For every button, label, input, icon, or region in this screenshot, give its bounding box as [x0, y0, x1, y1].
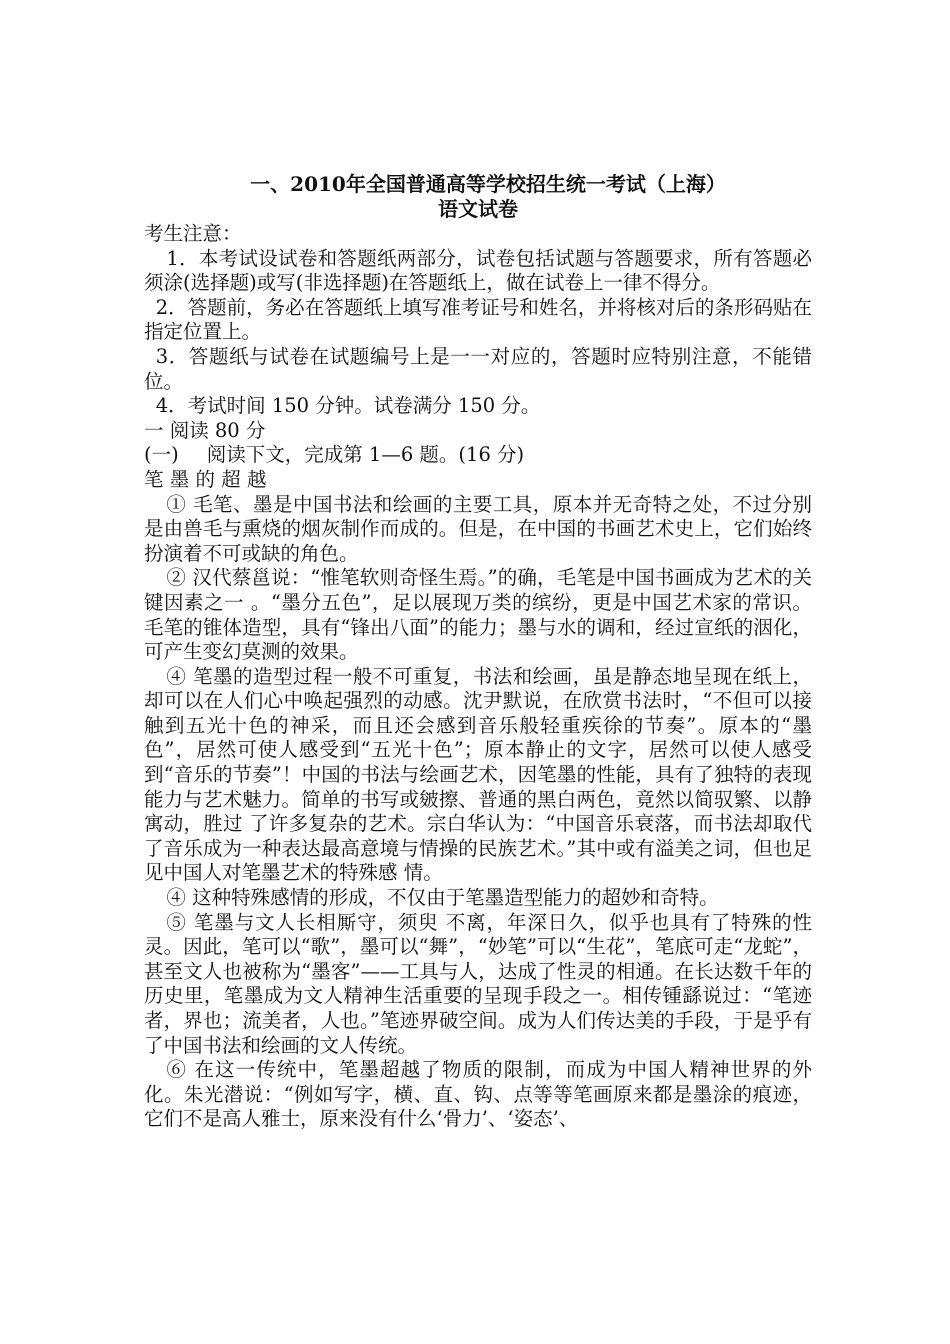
article-paragraph-6: ⑥ 在这一传统中，笔墨超越了物质的限制，而成为中国人精神世界的外化。朱光潜说：“例如写字，横、直、钩、点等等笔画原来都是墨涂的痕迹，它们不是高人雅士，原来没有什么‘骨力’、‘姿态’、 [144, 1058, 812, 1131]
part-heading [144, 443, 812, 468]
notice-item-4: 4．考试时间 150 分钟。试卷满分 150 分。 [155, 394, 541, 418]
section-heading: 一 阅读 80 分 [144, 418, 266, 442]
article-title: 笔墨的超越 [144, 467, 273, 491]
article-paragraph-2: ② 汉代蔡邕说：“惟笔软则奇怪生焉。”的确，毛笔是中国书画成为艺术的关键因素之一 。“墨分五色”，足以展现万类的缤纷，更是中国艺术家的常识。毛笔的锥体造型，具有“锋出八面”的能力；墨与水的调和，经过宣纸的洇化，可产生变幻莫测的效果。 [144, 566, 812, 664]
exam-title: 一、2010年全国普通高等学校招生统一考试（上海） [250, 172, 726, 196]
article-paragraph-1: ① 毛笔、墨是中国书法和绘画的主要工具，原本并无奇特之处，不过分别是由兽毛与熏烧的烟灰制作而成的。但是，在中国的书画艺术史上，它们始终扮演着不可或缺的角色。 [144, 492, 812, 565]
part-label: (一) [144, 443, 179, 467]
exam-page [144, 172, 812, 1132]
notice-item-2: 2．答题前，务必在答题纸上填写准考证号和姓名，并将核对后的条形码贴在指定位置上。 [144, 295, 812, 344]
part-instruction: 阅读下文，完成第 1—6 题。(16 分) [206, 443, 525, 467]
notice-heading: 考生注意： [144, 222, 242, 245]
exam-subtitle: 语文试卷 [438, 197, 518, 221]
article-paragraph-4: ④ 这种特殊感情的形成，不仅由于笔墨造型能力的超妙和奇特。 [166, 886, 719, 910]
notice-item-3: 3．答题纸与试卷在试题编号上是一一对应的，答题时应特别注意，不能错位。 [144, 344, 812, 393]
article-paragraph-3: ④ 笔墨的造型过程一般不可重复，书法和绘画，虽是静态地呈现在纸上，却可以在人们心中唤起强烈的动感。沈尹默说，在欣赏书法时，“不但可以接触到五光十色的神采，而且还会感到音乐般轻重疾徐的节奏”。原本的“墨色”，居然可使人感受到“五光十色”；原本静止的文字，居然可以使人感受到“音乐的节奏”！中国的书法与绘画艺术，因笔墨的性能，具有了独特的表现能力与艺术魅力。简单的书写或皴擦、普通的黑白两色，竟然以简驭繁、以静寓动，胜过 了许多复杂的艺术。宗白华认为：“中国音乐衰落，而书法却取代了音乐成为一种表达最高意境与情操的民族艺术。”其中或有溢美之词，但也足见中国人对笔墨艺术的特殊感 情。 [144, 664, 812, 885]
article-paragraph-5: ⑤ 笔墨与文人长相厮守，须臾 不离，年深日久，似乎也具有了特殊的性灵。因此，笔可以“歌”，墨可以“舞”，“妙笔”可以“生花”，笔底可走“龙蛇”，甚至文人也被称为“墨客”——工具与人，达成了性灵的相通。在长达数千年的历史里，笔墨成为文人精神生活重要的呈现手段之一。相传锺繇说过：“笔迹者，界也；流美者，人也。”笔迹界破空间。成为人们传达美的手段，于是乎有了中国书法和绘画的文人传统。 [144, 910, 812, 1057]
notice-item-1: 1．本考试设试卷和答题纸两部分，试卷包括试题与答题要求，所有答题必须涂(选择题)或写(非选择题)在答题纸上，做在试卷上一律不得分。 [144, 246, 812, 295]
